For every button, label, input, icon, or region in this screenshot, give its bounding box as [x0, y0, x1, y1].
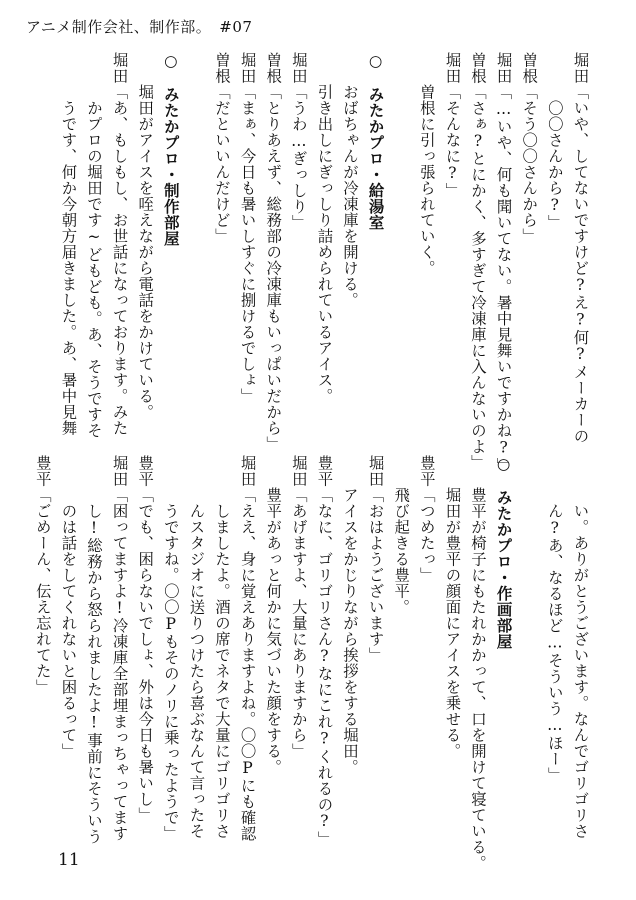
- scene-heading: ○ みたかプロ・制作部屋: [161, 52, 180, 247]
- dialogue-line: ん?あ、なるほど…そういう…ほー」: [545, 455, 564, 783]
- dialogue-line: 曽根「そう〇〇さんから」: [520, 52, 539, 244]
- dialogue-line: 曽根「とりあえず、総務部の冷凍庫もいっぱいだから」: [264, 52, 283, 452]
- stage-direction: アイスをかじりながら挨拶をする堀田。: [341, 455, 359, 775]
- running-header: アニメ制作会社、制作部。 #07: [26, 18, 253, 36]
- dialogue-line: 堀田「まぁ、今日も暑いしすぐに捌けるでしょ」: [238, 52, 257, 404]
- dialogue-line: い。ありがとうございます。なんでゴリゴリさ: [571, 455, 590, 839]
- dialogue-line: 堀田「そんなに?」: [443, 52, 462, 199]
- dialogue-line: 豊平「つめたっ」: [417, 455, 436, 583]
- page-number: 11: [58, 850, 80, 870]
- dialogue-line: うです、何か今朝方届きました。あ、暑中見舞: [59, 52, 78, 436]
- stage-direction: 飛び起きる豊平。: [392, 455, 411, 615]
- dialogue-line: 堀田「おはようございます」: [366, 455, 385, 663]
- stage-direction: 曽根に引っ張られていく。: [417, 52, 436, 276]
- dialogue-line: 堀田「あげますよ、大量にありますから」: [289, 455, 308, 759]
- dialogue-line: 堀田「あ、もしもし、お世話になっております。みた: [110, 52, 129, 436]
- dialogue-line: 堀田「いや、してないですけど?え?何?メーカーの: [571, 52, 590, 444]
- dialogue-line: のは話をしてくれないと困るって」: [59, 455, 78, 759]
- dialogue-line: 曽根「だといいんだけど」: [213, 52, 231, 244]
- stage-direction: おばちゃんが冷凍庫を開ける。: [341, 52, 359, 308]
- dialogue-line: 豊平「なに、ゴリゴリさん?なにこれ?くれるの?」: [315, 455, 334, 847]
- dialogue-line: んスタジオに送りつけたら喜ぶなんて言ったそ: [187, 455, 206, 839]
- dialogue-line: 曽根「さぁ?とにかく、多すぎて冷凍庫に入んないのよ」: [469, 52, 487, 471]
- dialogue-line: うですね。〇〇Pもそのノリに乗ったようで」: [161, 455, 180, 842]
- dialogue-line: 堀田「…いや、何も聞いてない。暑中見舞いですかね?」: [494, 52, 513, 474]
- stage-direction: 堀田が豊平の顔面にアイスを乗せる。: [443, 455, 462, 759]
- upper-tier: [0, 52, 636, 474]
- dialogue-line: し!総務から怒られましたよ!事前にそういう: [85, 455, 103, 845]
- dialogue-line: かプロの堀田です~どもども。あ、そうですそ: [85, 52, 103, 439]
- dialogue-line: 堀田「ええ、身に覚えありますよね。〇〇Pにも確認: [238, 455, 257, 842]
- dialogue-line: 豊平「ごめーん、伝え忘れてた」: [33, 455, 52, 695]
- dialogue-line: 堀田「うわ…ぎっしり」: [289, 52, 308, 231]
- stage-direction: 堀田がアイスを咥えながら電話をかけている。: [136, 52, 155, 420]
- stage-direction: 豊平が椅子にもたれかかって、口を開けて寝ている。: [469, 455, 487, 871]
- stage-direction: 豊平があっと何かに気づいた顔をする。: [264, 455, 283, 775]
- stage-direction: 引き出しにぎっしり詰められているアイス。: [315, 52, 334, 404]
- dialogue-line: しましたよ。酒の席でネタで大量にゴリゴリさ: [213, 455, 231, 839]
- scene-heading: ○ みたかプロ・給湯室: [366, 52, 385, 231]
- dialogue-line: 豊平「でも、困らないでしょ、外は今日も暑いし」: [136, 455, 155, 823]
- scene-heading: ○ みたかプロ・作画部屋: [494, 455, 513, 650]
- dialogue-line: 〇〇さんから?」: [545, 52, 564, 231]
- dialogue-line: 堀田「困ってますよ!冷凍庫全部埋まっちゃってます: [110, 455, 129, 842]
